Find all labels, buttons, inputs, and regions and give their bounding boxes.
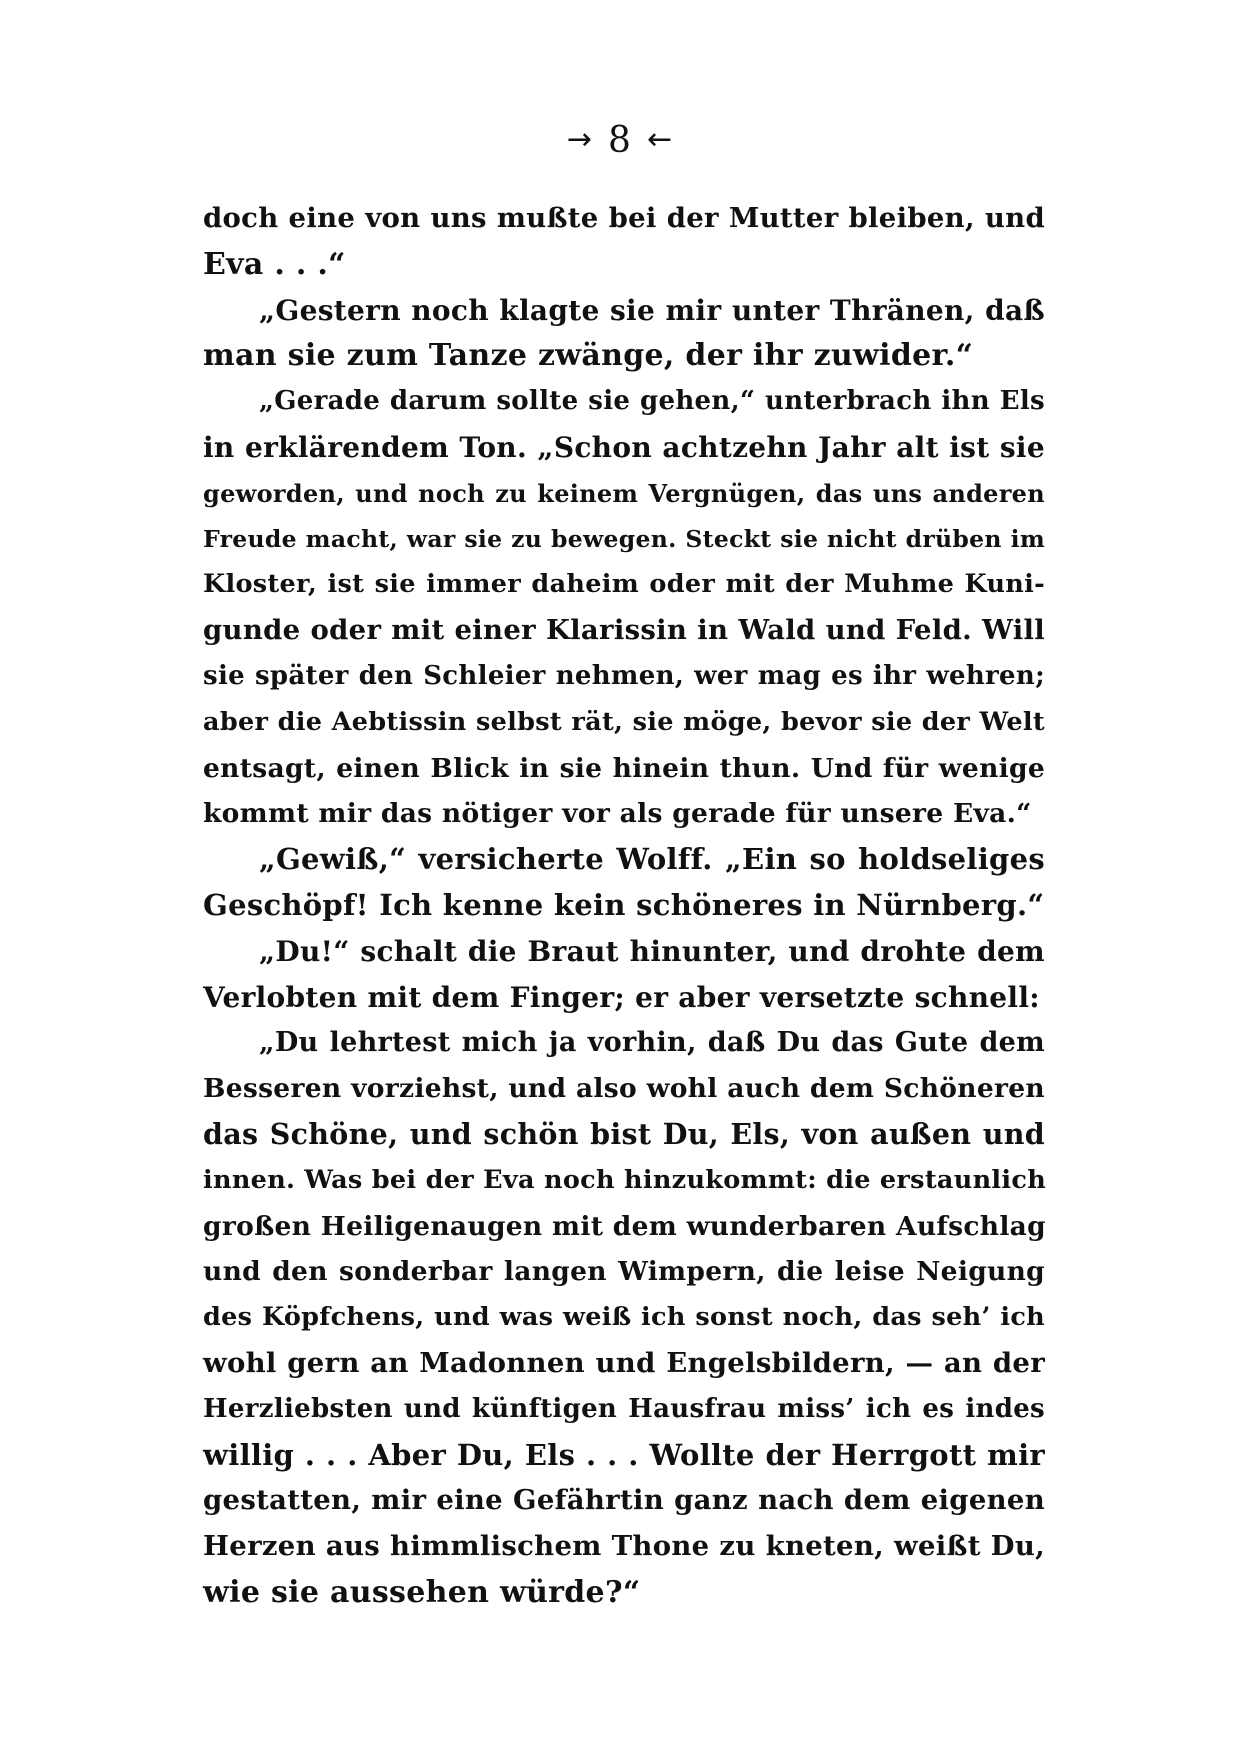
text-line: Besseren vorziehst, und also wohl auch dem Schöneren xyxy=(203,1073,1045,1105)
page-header xyxy=(0,118,1241,163)
text-line: Herzliebsten und künftigen Hausfrau miss’ ich es indes xyxy=(203,1393,1045,1424)
text-line: „Du lehrtest mich ja vorhin, daß Du das Gute dem xyxy=(259,1027,1045,1059)
arrow-right-ornament-icon: → xyxy=(566,122,595,157)
text-line: großen Heiligenaugen mit dem wunderbaren Aufschlag xyxy=(203,1210,1046,1242)
text-line: Geschöpf! Ich kenne kein schöneres in Nürnberg.“ xyxy=(203,887,1045,922)
text-line: doch eine von uns mußte bei der Mutter bleiben, und xyxy=(203,202,1045,234)
text-line: geworden, und noch zu keinem Vergnügen, das uns anderen xyxy=(203,478,1045,508)
text-line: „Gewiß,“ versicherte Wolff. „Ein so holdseliges xyxy=(259,842,1045,877)
text-line: willig . . . Aber Du, Els . . . Wollte der Herrgott mir xyxy=(203,1437,1045,1472)
text-line: Herzen aus himmlischem Thone zu kneten, weißt Du, xyxy=(203,1530,1045,1563)
text-line: innen. Was bei der Eva noch hinzukommt: die erstaunlich xyxy=(203,1164,1047,1195)
body-text xyxy=(203,196,1045,1616)
text-line: man sie zum Tanze zwänge, der ihr zuwider.“ xyxy=(203,338,974,374)
text-line: „Du!“ schalt die Braut hinunter, und drohte dem xyxy=(259,934,1045,968)
text-line: und den sonderbar langen Wimpern, die leise Neigung xyxy=(203,1256,1045,1288)
page-number: 8 xyxy=(608,120,633,161)
text-line: Verlobten mit dem Finger; er aber versetzte schnell: xyxy=(203,980,1040,1014)
text-line: „Gestern noch klagte sie mir unter Thränen, daß xyxy=(259,293,1045,327)
text-line: in erklärendem Ton. „Schon achtzehn Jahr alt ist sie xyxy=(203,430,1045,464)
text-line: Kloster, ist sie immer daheim oder mit der Muhme Kuni- xyxy=(203,569,1045,600)
text-line: entsagt, einen Blick in sie hinein thun. Und für wenige xyxy=(203,752,1045,784)
text-line: gunde oder mit einer Klarissin in Wald und Feld. Will xyxy=(203,614,1045,647)
text-line: wohl gern an Madonnen und Engelsbildern, — an der xyxy=(203,1346,1045,1379)
text-line: kommt mir das nötiger vor als gerade für unsere Eva.“ xyxy=(203,798,1032,830)
text-line: sie später den Schleier nehmen, wer mag es ihr wehren; xyxy=(203,660,1045,691)
text-line: „Gerade darum sollte sie gehen,“ unterbrach ihn Els xyxy=(259,386,1045,417)
text-line: Freude macht, war sie zu bewegen. Steckt sie nicht drüben im xyxy=(203,524,1045,553)
text-line: Eva . . .“ xyxy=(203,246,346,282)
text-line: des Köpfchens, und was weiß ich sonst noch, das seh’ ich xyxy=(203,1302,1045,1333)
text-line: gestatten, mir eine Gefährtin ganz nach dem eigenen xyxy=(203,1484,1045,1517)
text-line: wie sie aussehen würde?“ xyxy=(203,1574,641,1610)
text-line: das Schöne, und schön bist Du, Els, von außen und xyxy=(203,1116,1045,1151)
text-line: aber die Aebtissin selbst rät, sie möge, bevor sie der Welt xyxy=(203,706,1045,737)
arrow-left-ornament-icon: ← xyxy=(646,122,675,157)
